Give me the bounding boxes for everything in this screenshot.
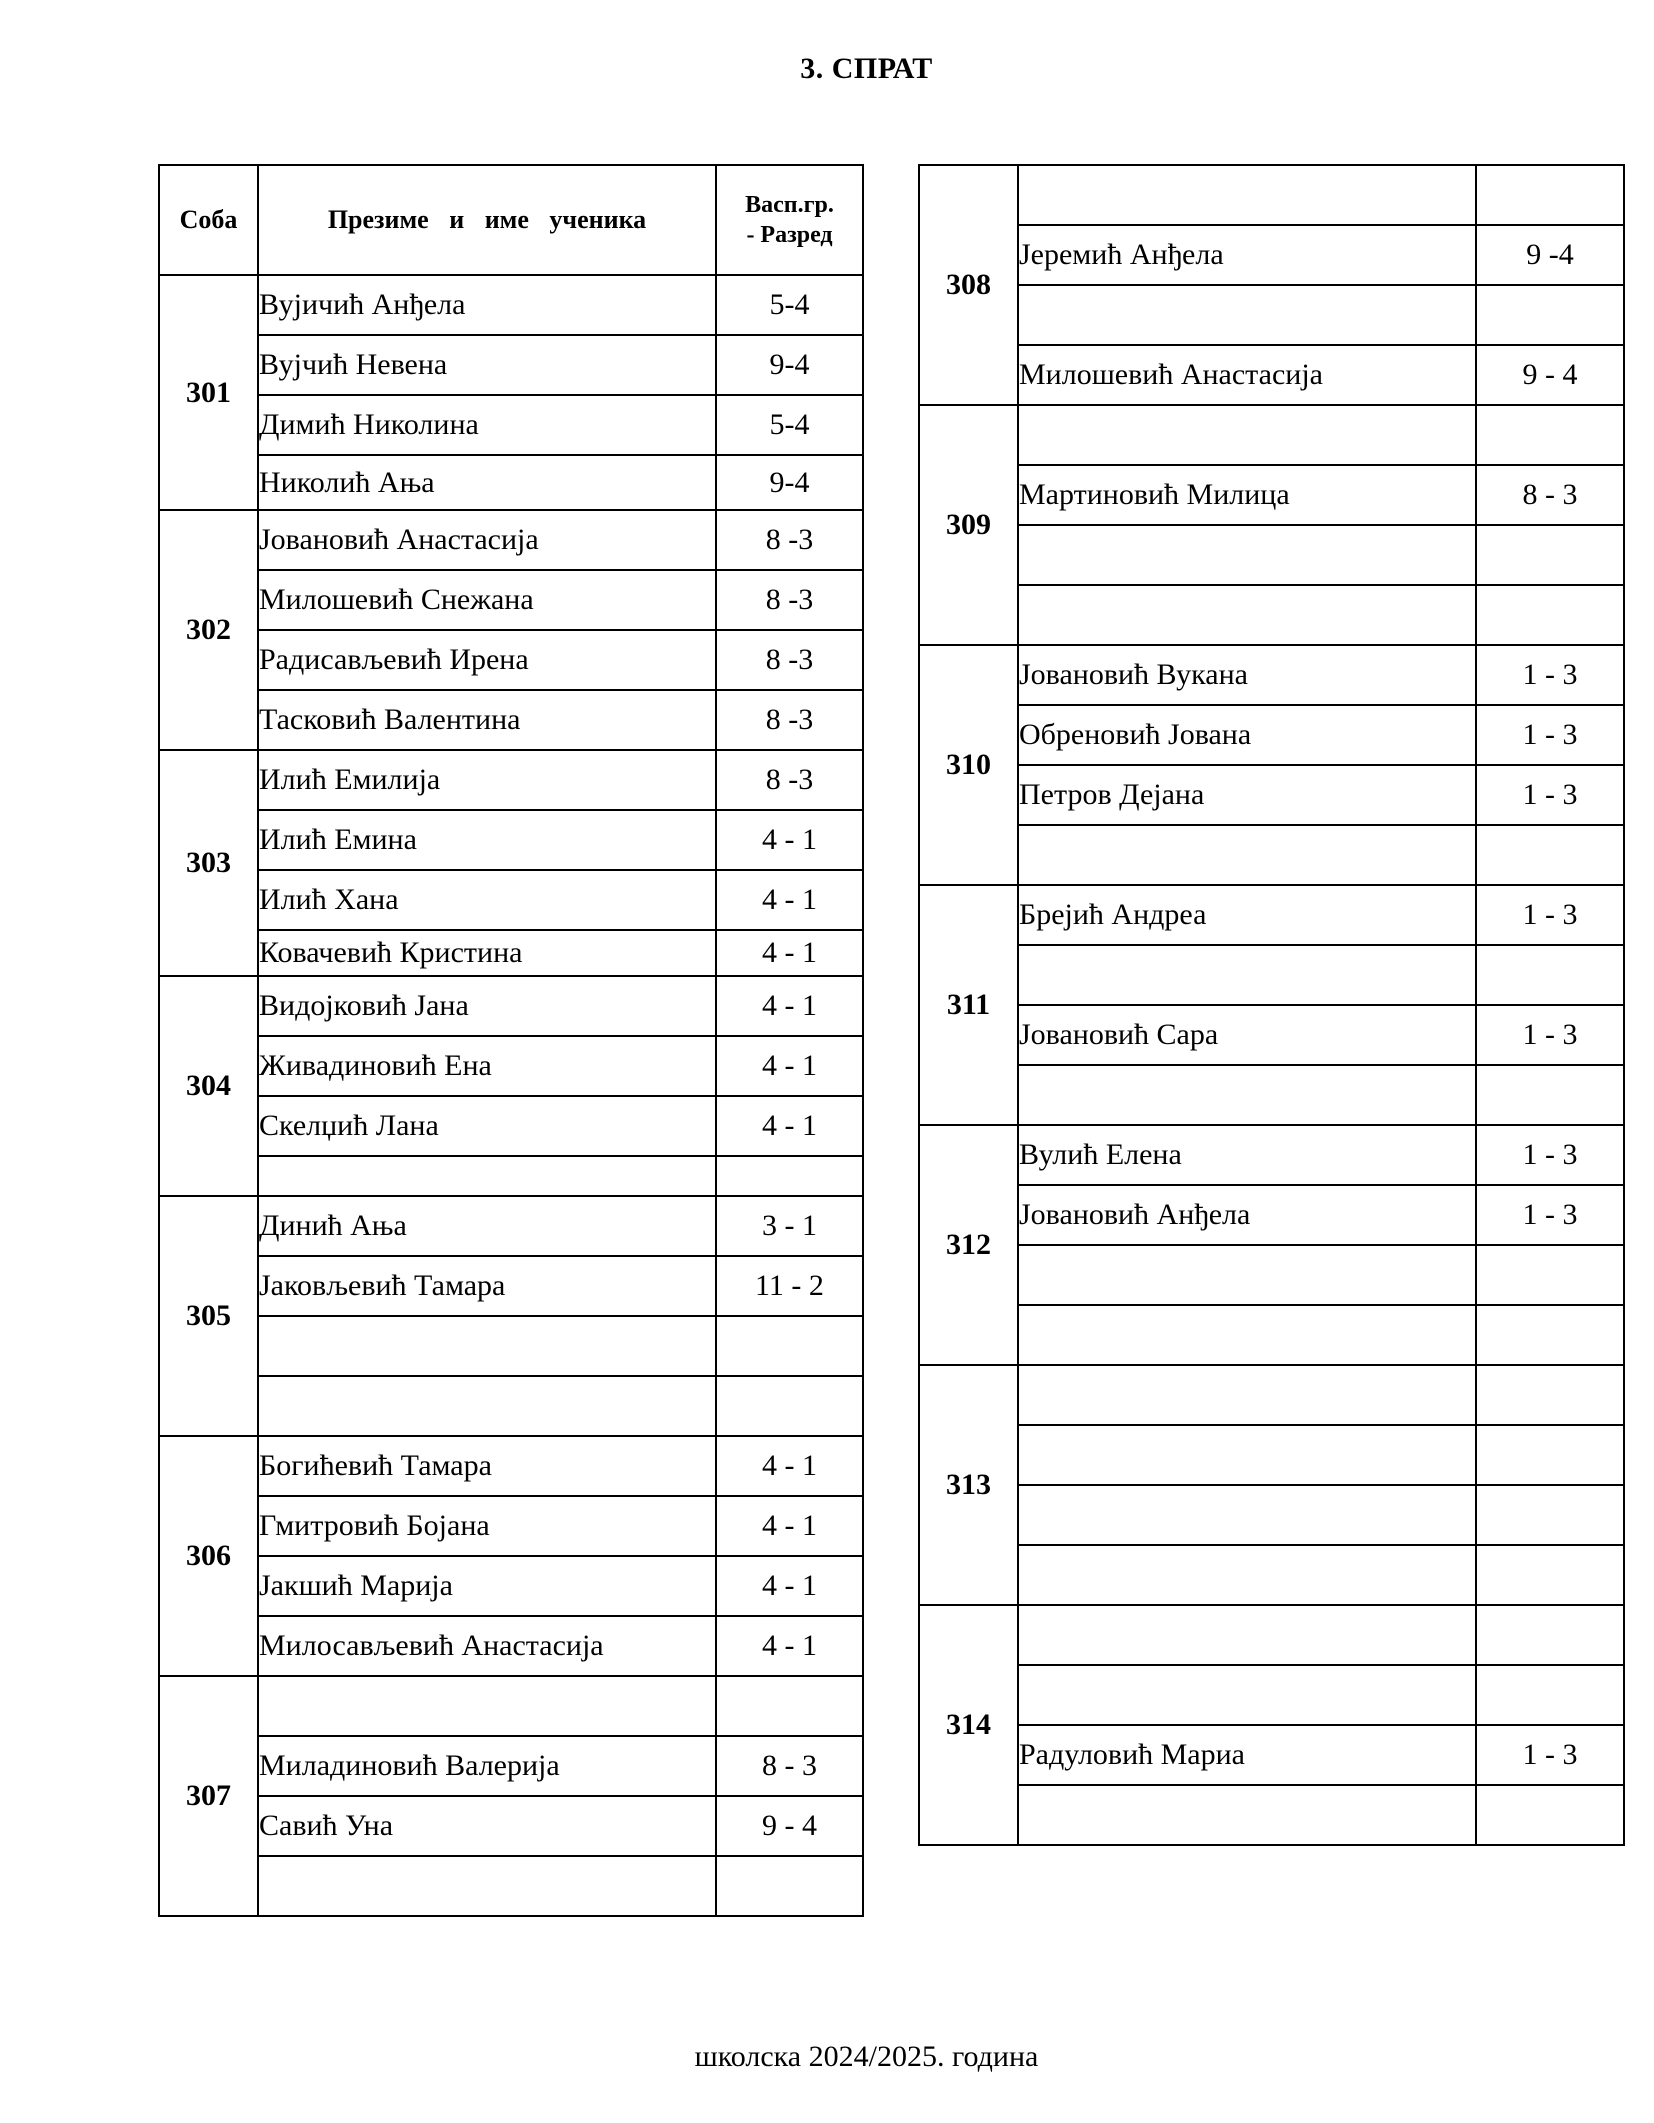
student-name: Брејић Андреа bbox=[1018, 885, 1476, 945]
student-grade: 4 - 1 bbox=[716, 810, 863, 870]
student-grade: 9-4 bbox=[716, 335, 863, 395]
student-grade bbox=[1476, 945, 1624, 1005]
student-name bbox=[1018, 1665, 1476, 1725]
table-row bbox=[919, 1125, 1624, 1185]
student-name: Јовановић Анастасија bbox=[258, 510, 716, 570]
room-number: 310 bbox=[919, 645, 1018, 885]
grade-header-line1: Васп.гр. bbox=[745, 192, 834, 218]
student-grade bbox=[1476, 1605, 1624, 1665]
room-number: 306 bbox=[159, 1436, 258, 1676]
student-grade: 8 -3 bbox=[716, 630, 863, 690]
student-grade: 8 -3 bbox=[716, 510, 863, 570]
student-name: Обреновић Јована bbox=[1018, 705, 1476, 765]
student-grade bbox=[1476, 1785, 1624, 1845]
table-row bbox=[159, 870, 863, 930]
student-grade: 9 -4 bbox=[1476, 225, 1624, 285]
table-row bbox=[919, 825, 1624, 885]
student-name bbox=[1018, 285, 1476, 345]
student-name: Богићевић Тамара bbox=[258, 1436, 716, 1496]
student-grade: 4 - 1 bbox=[716, 1556, 863, 1616]
room-number: 308 bbox=[919, 165, 1018, 405]
student-name: Мартиновић Милица bbox=[1018, 465, 1476, 525]
student-grade bbox=[1476, 1305, 1624, 1365]
student-grade bbox=[716, 1316, 863, 1376]
student-name: Радуловић Мариа bbox=[1018, 1725, 1476, 1785]
room-number: 303 bbox=[159, 750, 258, 976]
student-grade: 4 - 1 bbox=[716, 1616, 863, 1676]
student-grade: 1 - 3 bbox=[1476, 1725, 1624, 1785]
table-row bbox=[919, 405, 1624, 465]
student-name bbox=[1018, 1545, 1476, 1605]
student-grade bbox=[716, 1856, 863, 1916]
student-name bbox=[1018, 945, 1476, 1005]
table-row bbox=[159, 1036, 863, 1096]
table-row bbox=[159, 510, 863, 570]
student-name: Скелџић Лана bbox=[258, 1096, 716, 1156]
grade-column-header bbox=[716, 165, 863, 275]
table-row bbox=[159, 630, 863, 690]
student-name bbox=[258, 1676, 716, 1736]
student-name: Николић Ања bbox=[258, 455, 716, 510]
page-title: 3. СПРАТ bbox=[800, 52, 933, 85]
table-row bbox=[159, 750, 863, 810]
room-number: 307 bbox=[159, 1676, 258, 1916]
student-name bbox=[1018, 525, 1476, 585]
table-row bbox=[919, 1305, 1624, 1365]
student-grade: 9 - 4 bbox=[1476, 345, 1624, 405]
student-name: Милошевић Анастасија bbox=[1018, 345, 1476, 405]
table-row bbox=[919, 945, 1624, 1005]
student-grade bbox=[1476, 1365, 1624, 1425]
student-grade: 4 - 1 bbox=[716, 1096, 863, 1156]
student-name: Радисављевић Ирена bbox=[258, 630, 716, 690]
student-grade: 5-4 bbox=[716, 395, 863, 455]
table-row bbox=[159, 810, 863, 870]
student-grade: 1 - 3 bbox=[1476, 885, 1624, 945]
table-row bbox=[919, 345, 1624, 405]
student-name: Илић Хана bbox=[258, 870, 716, 930]
table-row bbox=[919, 285, 1624, 345]
student-name bbox=[1018, 585, 1476, 645]
student-grade: 4 - 1 bbox=[716, 1496, 863, 1556]
right-rooms-body bbox=[919, 165, 1624, 1845]
student-grade bbox=[1476, 285, 1624, 345]
student-grade bbox=[716, 1156, 863, 1196]
student-grade bbox=[1476, 1065, 1624, 1125]
student-grade: 8 - 3 bbox=[1476, 465, 1624, 525]
student-grade: 1 - 3 bbox=[1476, 645, 1624, 705]
student-grade bbox=[1476, 165, 1624, 225]
room-number: 313 bbox=[919, 1365, 1018, 1605]
left-rooms-table bbox=[158, 164, 864, 1917]
table-row bbox=[159, 1856, 863, 1916]
student-name: Петров Дејана bbox=[1018, 765, 1476, 825]
table-row bbox=[159, 1676, 863, 1736]
school-year-footer: школска 2024/2025. година bbox=[694, 2040, 1039, 2073]
table-row bbox=[159, 570, 863, 630]
student-grade: 4 - 1 bbox=[716, 870, 863, 930]
table-row bbox=[159, 1796, 863, 1856]
student-grade bbox=[716, 1676, 863, 1736]
table-row bbox=[159, 395, 863, 455]
student-grade bbox=[1476, 1485, 1624, 1545]
table-row bbox=[919, 1005, 1624, 1065]
student-grade bbox=[1476, 1425, 1624, 1485]
table-row bbox=[159, 1156, 863, 1196]
student-name: Тасковић Валентина bbox=[258, 690, 716, 750]
table-row bbox=[159, 1736, 863, 1796]
student-name: Јовановић Вукана bbox=[1018, 645, 1476, 705]
student-grade: 4 - 1 bbox=[716, 1036, 863, 1096]
table-row bbox=[919, 465, 1624, 525]
table-row bbox=[919, 1545, 1624, 1605]
table-row bbox=[919, 1185, 1624, 1245]
table-row bbox=[159, 690, 863, 750]
name-column-header: Презиме и име ученика bbox=[258, 165, 716, 275]
student-name bbox=[1018, 1305, 1476, 1365]
student-name: Вулић Елена bbox=[1018, 1125, 1476, 1185]
student-grade bbox=[1476, 405, 1624, 465]
student-grade bbox=[1476, 1545, 1624, 1605]
right-rooms-table bbox=[918, 164, 1625, 1846]
student-name bbox=[258, 1316, 716, 1376]
student-grade: 4 - 1 bbox=[716, 1436, 863, 1496]
student-grade bbox=[1476, 1245, 1624, 1305]
student-name: Гмитровић Бојана bbox=[258, 1496, 716, 1556]
student-name: Илић Емина bbox=[258, 810, 716, 870]
student-name bbox=[1018, 1365, 1476, 1425]
student-name bbox=[1018, 405, 1476, 465]
student-grade: 4 - 1 bbox=[716, 976, 863, 1036]
table-row bbox=[919, 1725, 1624, 1785]
room-number: 304 bbox=[159, 976, 258, 1196]
student-grade: 1 - 3 bbox=[1476, 705, 1624, 765]
table-row bbox=[919, 1065, 1624, 1125]
student-name bbox=[1018, 1605, 1476, 1665]
student-grade bbox=[1476, 825, 1624, 885]
table-row bbox=[159, 1496, 863, 1556]
table-row bbox=[159, 455, 863, 510]
table-row bbox=[159, 1616, 863, 1676]
room-number: 309 bbox=[919, 405, 1018, 645]
student-name: Јовановић Анђела bbox=[1018, 1185, 1476, 1245]
student-name bbox=[1018, 1245, 1476, 1305]
table-row bbox=[159, 1316, 863, 1376]
room-number: 302 bbox=[159, 510, 258, 750]
student-grade: 1 - 3 bbox=[1476, 1005, 1624, 1065]
student-name: Вујичић Анђела bbox=[258, 275, 716, 335]
table-row bbox=[919, 705, 1624, 765]
student-name bbox=[1018, 1785, 1476, 1845]
student-grade: 3 - 1 bbox=[716, 1196, 863, 1256]
table-row bbox=[919, 1365, 1624, 1425]
student-name bbox=[1018, 165, 1476, 225]
student-name: Савић Уна bbox=[258, 1796, 716, 1856]
table-row bbox=[919, 1785, 1624, 1845]
table-row bbox=[919, 885, 1624, 945]
student-grade: 8 -3 bbox=[716, 750, 863, 810]
table-row bbox=[159, 275, 863, 335]
student-grade bbox=[1476, 525, 1624, 585]
student-grade: 5-4 bbox=[716, 275, 863, 335]
table-row bbox=[159, 976, 863, 1036]
student-name bbox=[1018, 1425, 1476, 1485]
table-row bbox=[919, 765, 1624, 825]
student-name: Милошевић Снежана bbox=[258, 570, 716, 630]
room-number: 314 bbox=[919, 1605, 1018, 1845]
student-name bbox=[1018, 1065, 1476, 1125]
header-row bbox=[159, 165, 863, 275]
student-grade: 9 - 4 bbox=[716, 1796, 863, 1856]
student-grade bbox=[1476, 1665, 1624, 1725]
table-row bbox=[159, 1096, 863, 1156]
student-name: Живадиновић Ена bbox=[258, 1036, 716, 1096]
student-name: Милосављевић Анастасија bbox=[258, 1616, 716, 1676]
room-number: 301 bbox=[159, 275, 258, 510]
room-column-header: Соба bbox=[159, 165, 258, 275]
table-row bbox=[919, 525, 1624, 585]
student-grade bbox=[1476, 585, 1624, 645]
student-name: Димић Николина bbox=[258, 395, 716, 455]
table-row bbox=[919, 1665, 1624, 1725]
student-name: Јакшић Марија bbox=[258, 1556, 716, 1616]
room-number: 305 bbox=[159, 1196, 258, 1436]
student-name: Ковачевић Кристина bbox=[258, 930, 716, 976]
student-grade: 8 -3 bbox=[716, 690, 863, 750]
student-grade bbox=[716, 1376, 863, 1436]
student-name bbox=[1018, 1485, 1476, 1545]
table-row bbox=[919, 225, 1624, 285]
table-row bbox=[919, 165, 1624, 225]
student-name: Јеремић Анђела bbox=[1018, 225, 1476, 285]
table-row bbox=[159, 1376, 863, 1436]
student-grade: 1 - 3 bbox=[1476, 765, 1624, 825]
student-name: Јовановић Сара bbox=[1018, 1005, 1476, 1065]
student-name: Вујчић Невена bbox=[258, 335, 716, 395]
table-row bbox=[159, 930, 863, 976]
grade-header-line2: - Разред bbox=[746, 222, 833, 248]
student-name: Видојковић Јана bbox=[258, 976, 716, 1036]
table-row bbox=[919, 585, 1624, 645]
student-grade: 1 - 3 bbox=[1476, 1125, 1624, 1185]
student-name bbox=[258, 1856, 716, 1916]
table-row bbox=[919, 1605, 1624, 1665]
student-grade: 9-4 bbox=[716, 455, 863, 510]
student-name: Динић Ања bbox=[258, 1196, 716, 1256]
student-grade: 8 -3 bbox=[716, 570, 863, 630]
left-rooms-body bbox=[159, 275, 863, 1916]
room-number: 311 bbox=[919, 885, 1018, 1125]
student-name: Илић Емилија bbox=[258, 750, 716, 810]
student-name: Јаковљевић Тамара bbox=[258, 1256, 716, 1316]
table-row bbox=[159, 1436, 863, 1496]
student-name bbox=[1018, 825, 1476, 885]
table-row bbox=[919, 1485, 1624, 1545]
table-row bbox=[159, 1196, 863, 1256]
table-row bbox=[159, 335, 863, 395]
table-row bbox=[159, 1556, 863, 1616]
room-number: 312 bbox=[919, 1125, 1018, 1365]
table-row bbox=[919, 1245, 1624, 1305]
table-row bbox=[159, 1256, 863, 1316]
student-name: Миладиновић Валерија bbox=[258, 1736, 716, 1796]
student-name bbox=[258, 1376, 716, 1436]
table-row bbox=[919, 1425, 1624, 1485]
student-grade: 11 - 2 bbox=[716, 1256, 863, 1316]
student-grade: 4 - 1 bbox=[716, 930, 863, 976]
student-name bbox=[258, 1156, 716, 1196]
table-row bbox=[919, 645, 1624, 705]
student-grade: 8 - 3 bbox=[716, 1736, 863, 1796]
student-grade: 1 - 3 bbox=[1476, 1185, 1624, 1245]
